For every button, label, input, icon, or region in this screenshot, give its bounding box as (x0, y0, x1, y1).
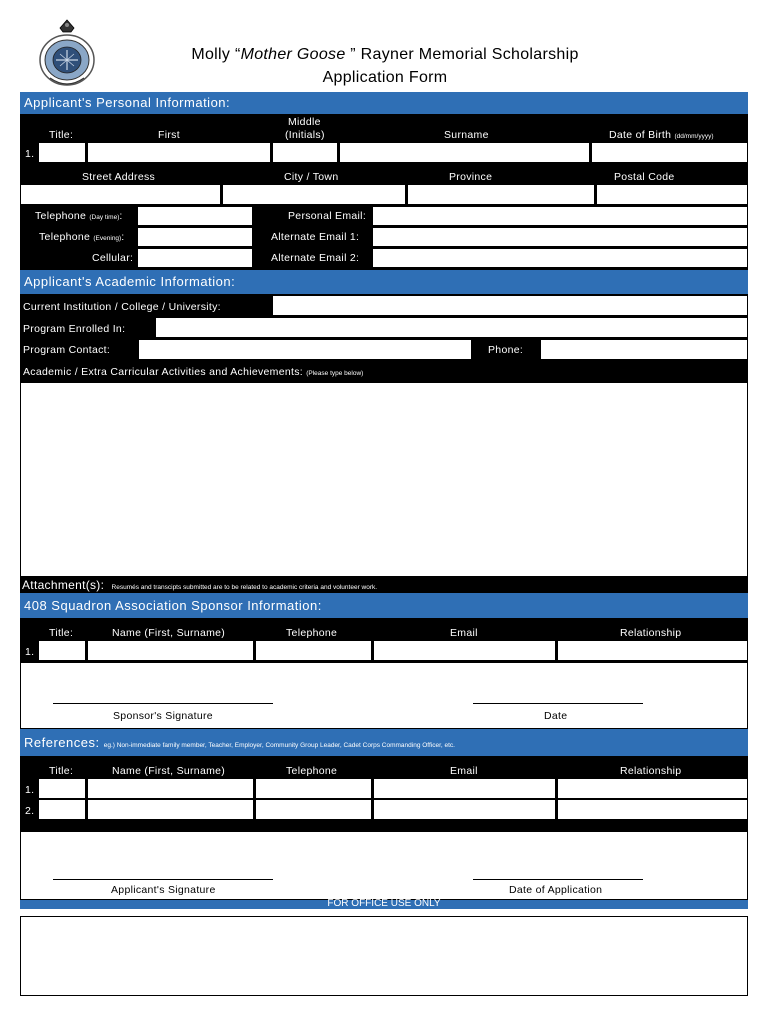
province-label: Province (449, 171, 493, 183)
ref-title-header: Title: (49, 765, 74, 777)
program-contact-field[interactable] (138, 339, 472, 360)
ref2-name-field[interactable] (87, 799, 254, 820)
sponsor-name-field[interactable] (87, 640, 254, 661)
dob-label-text: Date of Birth (609, 129, 672, 141)
tel-day-note: (Day time) (89, 214, 120, 221)
first-name-field[interactable] (87, 142, 271, 163)
ref1-relationship-field[interactable] (557, 778, 748, 799)
tel-day-label (35, 210, 123, 222)
office-use-bar (20, 900, 748, 909)
references-section-title (24, 735, 455, 750)
tel-evening-colon: : (121, 231, 125, 243)
references-note: eg.) Non-immediate family member, Teacher, Employer, Community Group Leader, Cadet Corps Commanding Officer, etc. (103, 742, 455, 749)
attachments-label (22, 578, 377, 592)
program-contact-label: Program Contact: (23, 344, 111, 356)
activities-textarea[interactable] (20, 382, 748, 577)
sponsor-telephone-field[interactable] (255, 640, 372, 661)
ref1-telephone-field[interactable] (255, 778, 372, 799)
dob-format: (dd/mm/yyyy) (674, 133, 714, 140)
sponsor-signature-area (20, 662, 748, 729)
sponsor-email-field[interactable] (373, 640, 556, 661)
row-number: 1. (25, 148, 35, 160)
title-italic: Mother Goose (240, 46, 346, 63)
activities-label (23, 366, 363, 378)
phone-field[interactable] (540, 339, 748, 360)
first-label: First (158, 129, 180, 141)
sponsor-signature-label: Sponsor's Signature (113, 710, 213, 722)
tel-evening-label (39, 231, 124, 243)
dob-field[interactable] (591, 142, 748, 163)
cellular-label: Cellular: (92, 252, 134, 264)
ref-telephone-header: Telephone (286, 765, 338, 777)
personal-email-label: Personal Email: (288, 210, 367, 222)
dob-label (609, 129, 713, 141)
street-field[interactable] (20, 184, 221, 205)
sponsor-signature-line[interactable] (53, 703, 273, 704)
academic-panel (20, 294, 748, 382)
ref1-email-field[interactable] (373, 778, 556, 799)
academic-section-title: Applicant's Academic Information: (24, 274, 236, 289)
tel-day-field[interactable] (137, 206, 253, 226)
title-text-2: ” Rayner Memorial Scholarship (345, 46, 579, 63)
sponsor-date-label: Date (544, 710, 568, 722)
middle-initials-label: (Initials) (285, 129, 325, 141)
program-label: Program Enrolled In: (23, 323, 126, 335)
tel-evening-note: (Evening) (93, 235, 122, 242)
personal-email-field[interactable] (372, 206, 748, 226)
references-section-header (20, 729, 748, 756)
institution-label: Current Institution / College / University: (23, 301, 221, 313)
sponsor-relationship-header: Relationship (620, 627, 682, 639)
sponsor-panel (20, 618, 748, 662)
ref-name-header: Name (First, Surname) (112, 765, 226, 777)
activities-note: (Please type below) (306, 370, 364, 377)
tel-evening-field[interactable] (137, 227, 253, 247)
sponsor-section-title: 408 Squadron Association Sponsor Information: (24, 598, 322, 613)
postal-field[interactable] (596, 184, 748, 205)
institution-field[interactable] (272, 295, 748, 316)
tel-day-colon: : (119, 210, 123, 222)
references-title-text: References: (24, 735, 100, 750)
ref-email-header: Email (450, 765, 478, 777)
ref1-name-field[interactable] (87, 778, 254, 799)
ref-relationship-header: Relationship (620, 765, 682, 777)
personal-section-title: Applicant's Personal Information: (24, 95, 231, 110)
applicant-signature-line[interactable] (53, 879, 273, 880)
city-label: City / Town (284, 171, 339, 183)
tel-day-text: Telephone (35, 210, 87, 222)
office-use-box[interactable] (20, 916, 748, 996)
sponsor-date-line[interactable] (473, 703, 643, 704)
ref2-email-field[interactable] (373, 799, 556, 820)
personal-panel (20, 114, 748, 270)
program-field[interactable] (155, 317, 748, 338)
middle-initials-field[interactable] (272, 142, 338, 163)
sponsor-row-number: 1. (25, 646, 35, 658)
sponsor-title-header: Title: (49, 627, 74, 639)
form-title (0, 46, 770, 64)
ref2-telephone-field[interactable] (255, 799, 372, 820)
activities-label-text: Academic / Extra Carricular Activities and Achievements: (23, 366, 303, 378)
street-label: Street Address (82, 171, 156, 183)
cellular-field[interactable] (137, 248, 253, 268)
attachments-note: Resumés and transcipts submitted are to be related to academic criteria and volunteer work. (111, 584, 378, 591)
sponsor-telephone-header: Telephone (286, 627, 338, 639)
title-label: Title: (49, 129, 74, 141)
ref1-title-field[interactable] (38, 778, 86, 799)
form-subtitle: Application Form (322, 69, 448, 86)
ref2-title-field[interactable] (38, 799, 86, 820)
sponsor-relationship-field[interactable] (557, 640, 748, 661)
sponsor-title-field[interactable] (38, 640, 86, 661)
academic-section-header (20, 270, 748, 294)
alt-email1-field[interactable] (372, 227, 748, 247)
province-field[interactable] (407, 184, 595, 205)
alt-email1-label: Alternate Email 1: (271, 231, 360, 243)
ref2-relationship-field[interactable] (557, 799, 748, 820)
applicant-signature-area (20, 831, 748, 900)
sponsor-email-header: Email (450, 627, 478, 639)
attachments-label-text: Attachment(s): (22, 578, 105, 592)
attachments-bar (20, 577, 748, 593)
sponsor-name-header: Name (First, Surname) (112, 627, 226, 639)
ref-row-1-number: 1. (25, 784, 35, 796)
title-field[interactable] (38, 142, 86, 163)
tel-evening-text: Telephone (39, 231, 91, 243)
application-date-label: Date of Application (509, 884, 603, 896)
city-field[interactable] (222, 184, 406, 205)
postal-label: Postal Code (614, 171, 675, 183)
surname-field[interactable] (339, 142, 590, 163)
sponsor-section-header (20, 593, 748, 618)
surname-label: Surname (444, 129, 489, 141)
applicant-signature-label: Applicant's Signature (111, 884, 216, 896)
title-text-1: Molly “ (191, 46, 241, 63)
alt-email2-label: Alternate Email 2: (271, 252, 360, 264)
middle-label: Middle (288, 116, 321, 128)
ref-row-2-number: 2. (25, 805, 35, 817)
personal-section-header (20, 92, 748, 114)
alt-email2-field[interactable] (372, 248, 748, 268)
phone-label: Phone: (488, 344, 524, 356)
office-use-label: FOR OFFICE USE ONLY (327, 898, 441, 909)
references-panel (20, 756, 748, 831)
application-date-line[interactable] (473, 879, 643, 880)
